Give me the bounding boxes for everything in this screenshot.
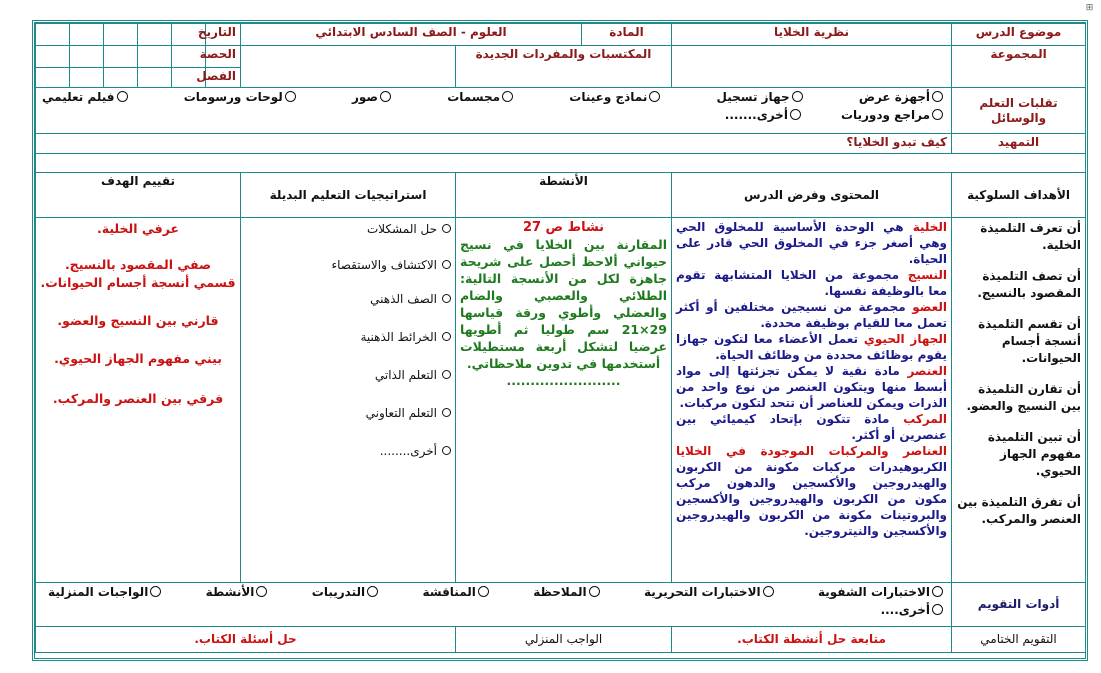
radio-circle-icon bbox=[285, 91, 296, 102]
date-cell-3[interactable] bbox=[104, 24, 138, 46]
date-cell-4[interactable] bbox=[70, 24, 104, 46]
option-label: الملاحظة bbox=[533, 585, 587, 599]
content-term: الجهاز الحيوي bbox=[863, 332, 948, 346]
content-text: مادة نقية لا يمكن تجزئتها إلى مواد أبسط منها ويتكون العنصر من نوع واحد من الذرات ويمكن للعناصر أن تتحد لتكون مركبات. bbox=[676, 364, 948, 410]
resource-option-film[interactable] bbox=[42, 90, 128, 105]
bullet-circle-icon bbox=[442, 224, 451, 233]
assessment-option-activities[interactable] bbox=[206, 585, 268, 600]
lesson-topic-value: نظرية الخلايا bbox=[672, 24, 952, 46]
resource-option-projector[interactable] bbox=[859, 90, 943, 105]
content-paragraph bbox=[676, 331, 947, 363]
vocab-value[interactable] bbox=[241, 46, 456, 88]
strategy-label: حل المشكلات bbox=[366, 222, 438, 236]
radio-circle-icon bbox=[589, 586, 600, 597]
date-label: التاريخ bbox=[206, 24, 241, 46]
activities-cell bbox=[456, 218, 672, 583]
spacer-row bbox=[36, 154, 1086, 173]
content-paragraph bbox=[676, 299, 947, 331]
option-label: التدريبات bbox=[311, 585, 366, 599]
content-paragraph bbox=[676, 267, 947, 299]
resource-option-other[interactable] bbox=[725, 108, 801, 123]
content-text: مجموعة من الخلايا المتشابهة تقوم معا بالوظيفة نفسها. bbox=[676, 268, 948, 298]
strategy-item[interactable] bbox=[245, 443, 451, 459]
strategy-item[interactable] bbox=[245, 329, 451, 345]
option-label: فيلم تعليمي bbox=[42, 90, 115, 104]
assessment-option-homework[interactable] bbox=[48, 585, 161, 600]
strategy-item[interactable] bbox=[245, 221, 451, 237]
assessment-tools-options bbox=[36, 583, 952, 627]
evaluation-item: بيني مفهوم الجهاز الحيوي. bbox=[54, 351, 222, 366]
homework-value: حل أسئلة الكتاب. bbox=[36, 627, 456, 653]
final-evaluation-label: التقويم الختامي bbox=[952, 627, 1086, 653]
evaluation-cell bbox=[36, 218, 241, 583]
strategy-item[interactable] bbox=[245, 367, 451, 383]
assessment-option-oral[interactable] bbox=[818, 585, 943, 600]
bullet-circle-icon bbox=[442, 260, 451, 269]
strategy-item[interactable] bbox=[245, 257, 451, 273]
expand-corner-icon[interactable]: ⊞ bbox=[1085, 3, 1094, 13]
strategies-header: استراتيجيات التعليم البديلة bbox=[241, 173, 456, 218]
objective-item: أن تصف التلميذة المقصود بالنسيج. bbox=[977, 269, 1082, 300]
objectives-header: الأهداف السلوكية bbox=[952, 173, 1086, 218]
content-paragraph bbox=[676, 363, 947, 411]
date-cell-5[interactable] bbox=[36, 24, 70, 46]
content-term: الخلية bbox=[912, 220, 948, 234]
evaluation-item: قارني بين النسيج والعضو. bbox=[57, 313, 219, 328]
resource-option-charts[interactable] bbox=[184, 90, 296, 105]
objective-item: أن تبين التلميذة مفهوم الجهاز الحيوي. bbox=[987, 430, 1082, 478]
resource-option-references[interactable] bbox=[841, 108, 943, 123]
content-text: مجموعة من نسيجين مختلفين أو أكثر تعمل معا للقيام بوظيفة محددة. bbox=[676, 300, 948, 330]
bullet-circle-icon bbox=[442, 446, 451, 455]
option-label: صور bbox=[351, 90, 379, 104]
resource-option-mockups[interactable] bbox=[447, 90, 513, 105]
class-cell-5[interactable] bbox=[36, 68, 70, 88]
group-value[interactable] bbox=[672, 46, 952, 88]
lesson-topic-label: موضوع الدرس bbox=[952, 24, 1086, 46]
group-label: المجموعة bbox=[952, 46, 1086, 88]
intro-label: التمهيد bbox=[952, 134, 1086, 154]
content-paragraph bbox=[676, 411, 947, 443]
content-cell bbox=[672, 218, 952, 583]
radio-circle-icon bbox=[932, 109, 943, 120]
evaluation-item: صفي المقصود بالنسيج. bbox=[64, 257, 212, 272]
assessment-tools-label: أدوات التقويم bbox=[952, 583, 1086, 627]
evaluation-item: قسمي أنسجة أجسام الحيوانات. bbox=[40, 275, 236, 290]
option-label: أخرى.... bbox=[880, 603, 931, 617]
assessment-option-discussion[interactable] bbox=[422, 585, 488, 600]
strategy-label: الصف الذهني bbox=[370, 292, 438, 306]
strategy-label: التعلم الذاتي bbox=[374, 368, 438, 382]
resource-option-pictures[interactable] bbox=[352, 90, 391, 105]
strategy-label: الاكتشاف والاستقصاء bbox=[331, 258, 438, 272]
radio-circle-icon bbox=[367, 586, 378, 597]
resource-option-recorder[interactable] bbox=[717, 90, 803, 105]
radio-circle-icon bbox=[790, 109, 801, 120]
radio-circle-icon bbox=[256, 586, 267, 597]
option-label: المناقشة bbox=[422, 585, 476, 599]
option-label: جهاز تسجيل bbox=[716, 90, 790, 104]
bullet-circle-icon bbox=[442, 408, 451, 417]
activity-title: نشاط ص 27 bbox=[522, 220, 605, 235]
strategies-cell bbox=[241, 218, 456, 583]
content-text: هي الوحدة الأساسية للمخلوق الحي وهي أصغر جزء في المخلوق الحي قادر على الحياة. bbox=[676, 220, 948, 266]
content-text: مادة تتكون بإتحاد كيميائي بين عنصرين أو أكثر. bbox=[676, 412, 948, 442]
radio-circle-icon bbox=[502, 91, 513, 102]
evaluation-header: تقييم الهدف bbox=[36, 173, 241, 218]
activities-header: الأنشطة bbox=[456, 173, 672, 218]
content-term: العناصر والمركبات الموجودة في الخلايا bbox=[676, 444, 948, 458]
subject-value: العلوم - الصف السادس الابتدائي bbox=[241, 24, 582, 46]
objective-item: أن تقسم التلميذة أنسجة أجسام الحيوانات. bbox=[978, 317, 1082, 365]
content-text: الكربوهيدرات مركبات مكونة من الكربون والهيدروجين والأكسجين والدهون مركب مكون من الكربون والهيدروجين والأكسجين والبروتينات مكونة من الكربون والهيدروجين والأكسجين والنيتروجين. bbox=[676, 460, 948, 538]
resources-label: تقلبات التعلم والوسائل bbox=[952, 88, 1086, 134]
option-label: أجهزة عرض bbox=[858, 90, 931, 104]
bullet-circle-icon bbox=[442, 370, 451, 379]
vocab-label: المكتسبات والمفردات الجديدة bbox=[456, 46, 672, 88]
assessment-option-written[interactable] bbox=[644, 585, 774, 600]
strategy-label: أخرى........ bbox=[379, 444, 438, 458]
period-cell-3[interactable] bbox=[104, 46, 138, 68]
evaluation-item: عرفي الخلية. bbox=[96, 221, 180, 236]
radio-circle-icon bbox=[763, 586, 774, 597]
objectives-cell bbox=[952, 218, 1086, 583]
radio-circle-icon bbox=[792, 91, 803, 102]
period-cell-2[interactable] bbox=[138, 46, 172, 68]
option-label: الاختبارات الشفوية bbox=[818, 585, 931, 599]
class-cell-2[interactable] bbox=[138, 68, 172, 88]
radio-circle-icon bbox=[932, 604, 943, 615]
resources-options bbox=[36, 88, 952, 134]
radio-circle-icon bbox=[117, 91, 128, 102]
class-cell-4[interactable] bbox=[70, 68, 104, 88]
assessment-option-observation[interactable] bbox=[533, 585, 599, 600]
homework-label: الواجب المنزلي bbox=[456, 627, 672, 653]
radio-circle-icon bbox=[932, 586, 943, 597]
radio-circle-icon bbox=[150, 586, 161, 597]
radio-circle-icon bbox=[932, 91, 943, 102]
content-text: تعمل الأعضاء معا لتكون جهازا يقوم بوظائف محددة من وظائف الحياة. bbox=[676, 332, 948, 362]
lesson-plan-table bbox=[35, 23, 1086, 653]
subject-label: المادة bbox=[582, 24, 672, 46]
activity-dots: ........................ bbox=[506, 373, 621, 388]
objective-item: أن تفرق التلميذة بين العنصر والمركب. bbox=[957, 495, 1082, 526]
period-cell-4[interactable] bbox=[70, 46, 104, 68]
intro-value: كيف تبدو الخلايا؟ bbox=[36, 134, 952, 154]
assessment-option-other[interactable] bbox=[881, 603, 943, 618]
strategy-item[interactable] bbox=[245, 405, 451, 421]
activity-text: المقارنة بين الخلايا في نسيج حيواني ألاحظ أحصل على شريحة جاهزة لكل من الأنسجة التالية: الطلائي والعصبي والضام والعضلي وأطوي ورقة قياسها 29×21 سم طوليا ثم أطويها عرضيا لتشكل أربعة مستطيلات أستخدمها في تدوين ملاحظاتي. bbox=[460, 237, 668, 371]
assessment-option-exercises[interactable] bbox=[312, 585, 378, 600]
date-cell-2[interactable] bbox=[138, 24, 172, 46]
option-label: الأنشطة bbox=[205, 585, 255, 599]
radio-circle-icon bbox=[649, 91, 660, 102]
resource-option-models[interactable] bbox=[569, 90, 660, 105]
strategy-item[interactable] bbox=[245, 291, 451, 307]
radio-circle-icon bbox=[380, 91, 391, 102]
option-label: مجسمات bbox=[447, 90, 501, 104]
evaluation-item: فرقي بين العنصر والمركب. bbox=[52, 391, 224, 406]
period-cell-5[interactable] bbox=[36, 46, 70, 68]
class-label: الفصل bbox=[206, 68, 241, 88]
content-term: النسيج bbox=[907, 268, 948, 282]
period-label: الحصة bbox=[206, 46, 241, 68]
option-label: لوحات ورسومات bbox=[183, 90, 283, 104]
objective-item: أن تعرف التلميذة الخلية. bbox=[980, 221, 1082, 252]
option-label: نماذج وعينات bbox=[569, 90, 648, 104]
final-evaluation-value: متابعة حل أنشطة الكتاب. bbox=[672, 627, 952, 653]
content-term: العنصر bbox=[907, 364, 948, 378]
option-label: أخرى....... bbox=[724, 108, 788, 122]
content-paragraph bbox=[676, 219, 947, 267]
strategy-label: التعلم التعاوني bbox=[365, 406, 438, 420]
option-label: الاختبارات التحريرية bbox=[643, 585, 761, 599]
bullet-circle-icon bbox=[442, 294, 451, 303]
objective-item: أن تقارن التلميذة بين النسيج والعضو. bbox=[966, 382, 1082, 413]
radio-circle-icon bbox=[478, 586, 489, 597]
option-label: مراجع ودوريات bbox=[840, 108, 931, 122]
option-label: الواجبات المنزلية bbox=[48, 585, 149, 599]
class-cell-3[interactable] bbox=[104, 68, 138, 88]
strategy-label: الخرائط الذهنية bbox=[360, 330, 438, 344]
bullet-circle-icon bbox=[442, 332, 451, 341]
content-header: المحتوى وفرض الدرس bbox=[672, 173, 952, 218]
content-term: العضو bbox=[912, 300, 948, 314]
content-paragraph bbox=[676, 443, 947, 539]
content-term: المركب bbox=[903, 412, 948, 426]
